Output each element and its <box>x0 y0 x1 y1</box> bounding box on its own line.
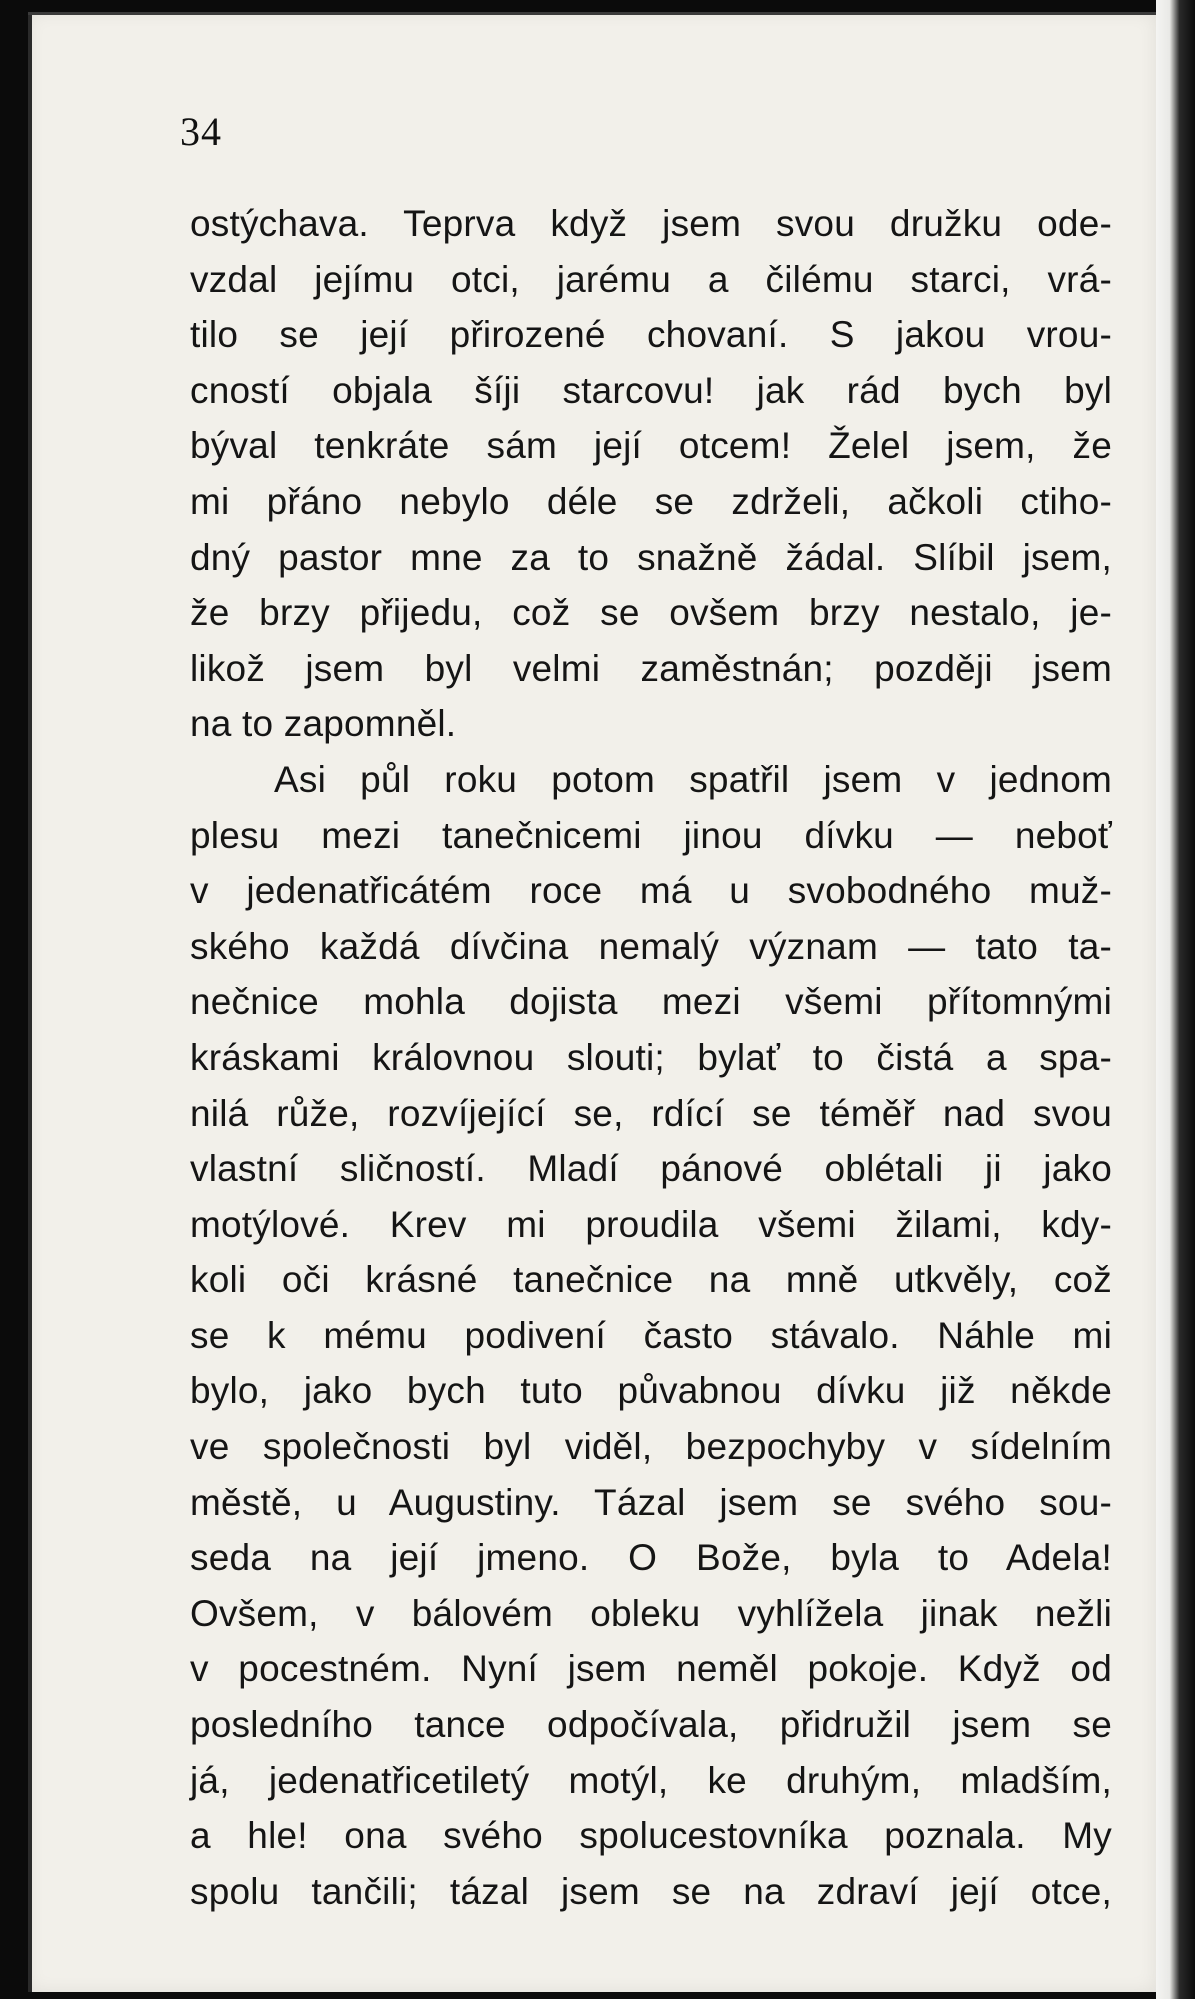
text-line: na to zapomněl. <box>190 703 457 745</box>
text-line: motýlové. Krev mi proudila všemi žilami, kdy- <box>190 1203 1112 1245</box>
body-text <box>190 196 1112 1919</box>
text-line: ského každá dívčina nemalý význam — tato ta- <box>190 925 1112 967</box>
text-line: cností objala šíji starcovu! jak rád bych byl <box>190 369 1112 411</box>
text-line: v pocestném. Nyní jsem neměl pokoje. Když od <box>190 1648 1112 1690</box>
text-line: nečnice mohla dojista mezi všemi přítomnými <box>190 981 1112 1023</box>
text-line: ostýchava. Teprva když jsem svou družku ode- <box>190 203 1112 244</box>
text-line: koli oči krásné tanečnice na mně utkvěly, což <box>190 1259 1112 1301</box>
text-line: dný pastor mne za to snažně žádal. Slíbil jsem, <box>190 536 1112 578</box>
text-line: plesu mezi tanečnicemi jinou dívku — neboť <box>190 814 1112 856</box>
text-line: spolu tančili; tázal jsem se na zdraví její otce, <box>190 1870 1112 1912</box>
text-line: posledního tance odpočívala, přidružil jsem se <box>190 1704 1112 1746</box>
page-number: 34 <box>180 109 222 154</box>
text-line: kráskami královnou slouti; bylať to čistá a spa- <box>190 1036 1112 1078</box>
text-line: Asi půl roku potom spatřil jsem v jednom <box>274 758 1112 800</box>
page-left-edge <box>28 12 32 1992</box>
text-line: mi přáno nebylo déle se zdrželi, ačkoli ctiho- <box>190 480 1112 522</box>
paragraph-1 <box>190 196 1112 752</box>
text-line: Ovšem, v bálovém obleku vyhlížela jinak nežli <box>190 1592 1112 1634</box>
text-line: býval tenkráte sám její otcem! Želel jsem, že <box>190 425 1112 467</box>
text-line: bylo, jako bych tuto půvabnou dívku již někde <box>190 1370 1112 1412</box>
page-top-edge <box>28 12 1156 15</box>
text-line: městě, u Augustiny. Tázal jsem se svého sou- <box>190 1481 1112 1523</box>
text-line: likož jsem byl velmi zaměstnán; později jsem <box>190 647 1112 689</box>
book-spine-edge <box>1156 0 1195 1999</box>
text-line: že brzy přijedu, což se ovšem brzy nestalo, je- <box>190 592 1112 634</box>
text-line: se k mému podivení často stávalo. Náhle mi <box>190 1314 1112 1356</box>
text-line: seda na její jmeno. O Bože, byla to Adela! <box>190 1537 1112 1579</box>
text-line: v jedenatřicátém roce má u svobodného muž- <box>190 870 1112 912</box>
text-line: já, jedenatřicetiletý motýl, ke druhým, mladším, <box>190 1759 1112 1801</box>
text-line: nilá růže, rozvíjející se, rdící se téměř nad svou <box>190 1092 1112 1134</box>
text-line: tilo se její přirozené chovaní. S jakou vrou- <box>190 314 1112 356</box>
text-line: ve společnosti byl viděl, bezpochyby v sídelním <box>190 1426 1112 1468</box>
text-line: vlastní sličností. Mladí pánové oblétali ji jako <box>190 1148 1112 1190</box>
paragraph-2 <box>190 752 1112 1919</box>
text-line: a hle! ona svého spolucestovníka poznala. My <box>190 1815 1112 1857</box>
text-line: vzdal jejímu otci, jarému a čilému starci, vrá- <box>190 258 1112 300</box>
